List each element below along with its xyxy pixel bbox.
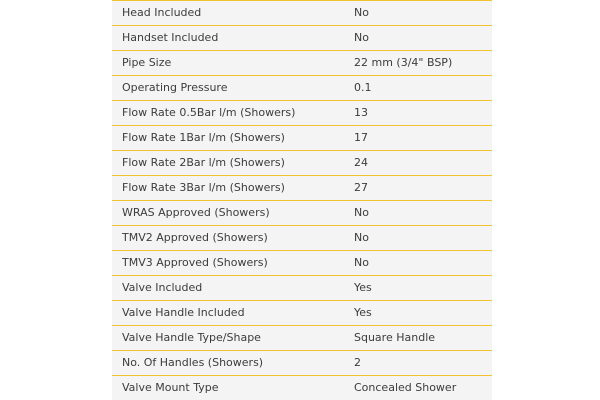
spec-row-flow-rate-0-5bar (112, 101, 492, 126)
spec-label: Head Included (122, 6, 202, 19)
spec-row-flow-rate-2bar (112, 151, 492, 176)
spec-label: Flow Rate 2Bar l/m (Showers) (122, 156, 285, 169)
spec-row-handset-included (112, 26, 492, 51)
spec-row-pipe-size (112, 51, 492, 76)
spec-row-tmv3-approved (112, 251, 492, 276)
spec-label: Valve Mount Type (122, 381, 219, 394)
spec-label: No. Of Handles (Showers) (122, 356, 264, 369)
spec-label: Valve Handle Included (122, 306, 245, 319)
spec-value: 2 (354, 356, 361, 369)
spec-row-valve-mount-type (112, 376, 492, 400)
spec-value: Yes (354, 306, 372, 319)
spec-row-operating-pressure (112, 76, 492, 101)
spec-label: Operating Pressure (122, 81, 228, 94)
spec-label: Valve Handle Type/Shape (122, 331, 261, 344)
spec-label: Pipe Size (122, 56, 172, 69)
spec-value: No (354, 6, 369, 19)
spec-row-valve-handle-type (112, 326, 492, 351)
spec-value: No (354, 31, 369, 44)
spec-row-wras-approved (112, 201, 492, 226)
spec-row-number-of-handles (112, 351, 492, 376)
spec-value: 24 (354, 156, 368, 169)
spec-value: 17 (354, 131, 368, 144)
spec-value: Concealed Shower (354, 381, 457, 394)
spec-value: No (354, 231, 369, 244)
spec-value: 13 (354, 106, 368, 119)
spec-value: 22 mm (3/4" BSP) (354, 56, 453, 69)
spec-row-valve-included (112, 276, 492, 301)
spec-label: WRAS Approved (Showers) (122, 206, 270, 219)
specification-table (112, 0, 492, 400)
spec-label: Flow Rate 1Bar l/m (Showers) (122, 131, 285, 144)
spec-label: Handset Included (122, 31, 219, 44)
spec-row-flow-rate-1bar (112, 126, 492, 151)
spec-label: Flow Rate 3Bar l/m (Showers) (122, 181, 285, 194)
spec-value: Square Handle (354, 331, 436, 344)
spec-value: Yes (354, 281, 372, 294)
spec-row-tmv2-approved (112, 226, 492, 251)
spec-label: Flow Rate 0.5Bar l/m (Showers) (122, 106, 296, 119)
spec-value: No (354, 256, 369, 269)
spec-value: 27 (354, 181, 368, 194)
spec-label: TMV2 Approved (Showers) (122, 231, 268, 244)
spec-label: TMV3 Approved (Showers) (122, 256, 268, 269)
spec-row-valve-handle-included (112, 301, 492, 326)
spec-value: No (354, 206, 369, 219)
spec-row-head-included (112, 1, 492, 26)
spec-label: Valve Included (122, 281, 203, 294)
spec-row-flow-rate-3bar (112, 176, 492, 201)
spec-value: 0.1 (354, 81, 372, 94)
